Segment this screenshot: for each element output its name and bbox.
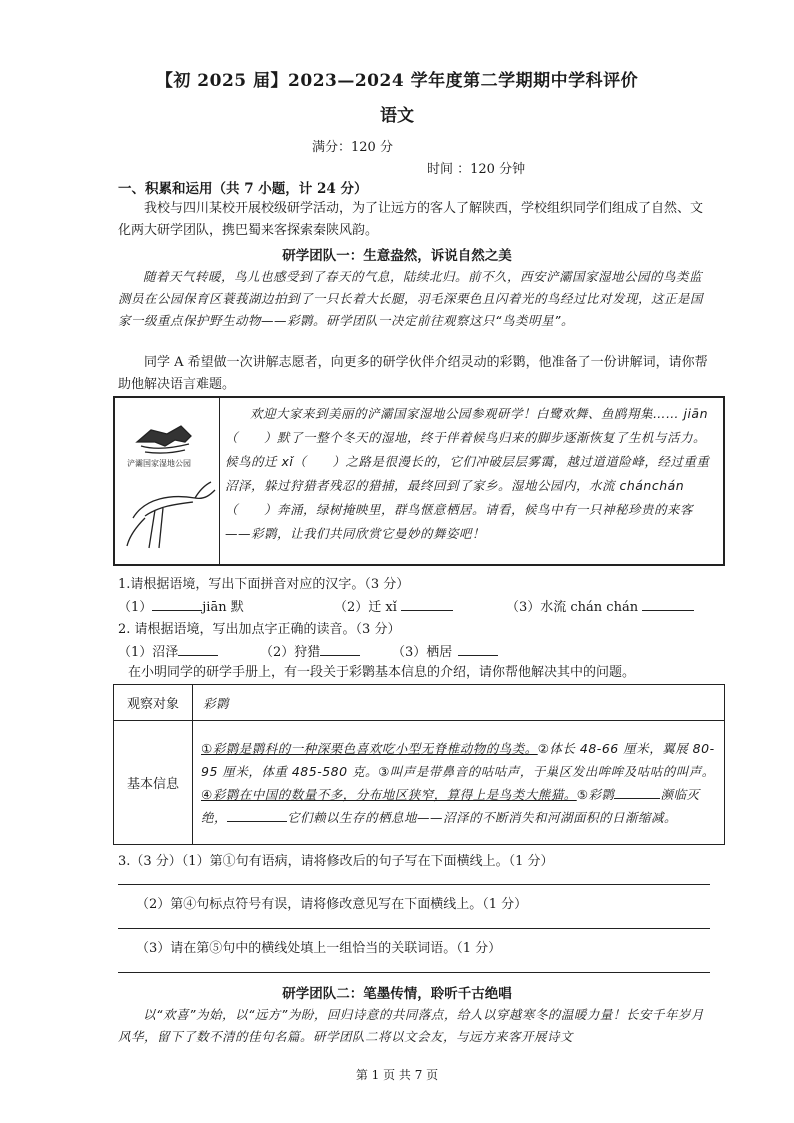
q2-b [260, 641, 360, 660]
full-score: 满分：120 分 [312, 140, 393, 155]
q3-1-answer-line[interactable] [118, 884, 710, 885]
subject-title: 语文 [380, 106, 414, 126]
info-table [113, 684, 725, 845]
q2-stem: 2. 请根据语境，写出加点字正确的读音。（3 分） [118, 622, 401, 637]
row2-value [193, 721, 725, 845]
sentence-2: ②体长 48-66 厘米，翼展 80-95 厘米，体重 485-580 克。 [201, 740, 715, 779]
q1-a-text: jiān 默 [202, 600, 244, 615]
wetland-illustration [115, 398, 220, 564]
exam-title: 【初 2025 届】2023—2024 学年度第二学期期中学科评价 [155, 71, 639, 91]
row1-label: 观察对象 [114, 685, 193, 721]
sentence-5b: 濒临灭绝， [201, 786, 700, 825]
team2-title: 研学团队二：笔墨传情，聆听千古绝唱 [282, 986, 512, 1002]
sentence-5a: ⑤彩鹮 [576, 786, 615, 802]
time-limit: 时间 ：120 分钟 [427, 162, 526, 177]
q1-a [118, 596, 244, 615]
row1-value: 彩鹮 [193, 685, 725, 721]
q1-a-blank[interactable] [152, 596, 202, 611]
team2-paragraph: 以“欢喜”为始，以“远方”为盼，回归诗意的共同落点，给人以穿越寒冬的温暖力量！长安千年岁月风华，留下了数不清的佳句名篇。研学团队二将以文会友，与远方来客开展诗文 [118, 1007, 704, 1044]
page-number: 第 1 页 共 7 页 [355, 1068, 439, 1082]
q2-b-label: （2）狩猎 [260, 645, 321, 660]
ibis-sketch [115, 398, 219, 564]
speech-text: 欢迎大家来到美丽的浐灞国家湿地公园参观研学！白鹭欢舞、鱼鸥翔集…… jiān（ ）默了一整个冬天的湿地，终于伴着候鸟归来的脚步逐渐恢复了生机与活力。候鸟的迁 xǐ（ ）之路是很漫长的，它们冲破层层雾霭，越过道道险峰，经过重重沼泽，躲过狩猎者残忍的猎捕，最终回到了家乡。湿地公园内，水流 chánchán（ ）奔涌，绿树掩映里，群鸟惬意栖居。请看，候鸟中有一只神秘珍贵的来客——彩鹮，让我们共同欣赏它曼妙的舞姿吧！ [225, 406, 710, 541]
q2-c-label: （3）栖居 [392, 645, 453, 660]
q1-c-blank[interactable] [642, 596, 694, 611]
sentence-5c: 它们赖以生存的栖息地——沼泽的不断消失和河湖面积的日渐缩减。 [287, 809, 678, 825]
sentence-1: ①彩鹮是鹮科的一种深栗色喜欢吃小型无脊椎动物的鸟类。 [201, 740, 538, 756]
sentence-4: ④彩鹮在中国的数量不多，分布地区狭窄，算得上是鸟类大熊猫。 [201, 786, 577, 802]
intro-paragraph: 我校与四川某校开展校级研学活动，为了让远方的客人了解陕西，学校组织同学们组成了自然、文化两大研学团队，携巴蜀来客探索秦陕风韵。 [118, 201, 704, 238]
section-heading: 一、积累和运用（共 7 小题，计 24 分） [118, 181, 368, 197]
q2-a-blank[interactable] [178, 641, 218, 656]
q2-b-blank[interactable] [320, 641, 360, 656]
q1-stem: 1.请根据语境，写出下面拼音对应的汉字。（3 分） [118, 577, 410, 592]
sentence-3: ③叫声是带鼻音的咕咕声，于巢区发出哞哞及咕咕的叫声。 [378, 763, 715, 779]
table-row [114, 721, 725, 845]
q1-b-blank[interactable] [401, 596, 453, 611]
q1-b [334, 596, 453, 615]
s5-blank-1[interactable] [614, 784, 660, 799]
q3-3-answer-line[interactable] [118, 972, 710, 973]
q1-b-label: （2）迁 xǐ [334, 600, 397, 615]
s5-blank-2[interactable] [227, 807, 287, 822]
q2-a [118, 641, 218, 660]
handbook-intro: 在小明同学的研学手册上，有一段关于彩鹮基本信息的介绍，请你帮他解决其中的问题。 [128, 665, 636, 680]
q3-2-answer-line[interactable] [118, 928, 710, 929]
task-paragraph: 同学 A 希望做一次讲解志愿者，向更多的研学伙伴介绍灵动的彩鹮，他准备了一份讲解词，请你帮助他解决语言难题。 [118, 355, 708, 392]
team1-paragraph: 随着天气转暖，鸟儿也感受到了春天的气息，陆续北归。前不久，西安浐灞国家湿地公园的鸟类监测员在公园保育区蓑莪湖边拍到了一只长着大长腿，羽毛深栗色且闪着光的鸟经过比对发现，这正是国家一级重点保护野生动物——彩鹮。研学团队一决定前往观察这只“鸟类明星”。 [118, 269, 704, 328]
q1-c-label: （3）水流 chán chán [506, 600, 639, 615]
q3-stem: 3.（3 分）（1）第①句有语病，请将修改后的句子写在下面横线上。（1 分） [118, 854, 554, 869]
q3-sub3: （3）请在第⑤句中的横线处填上一组恰当的关联词语。（1 分） [136, 941, 502, 956]
row2-label: 基本信息 [114, 721, 193, 845]
q2-c-blank[interactable] [458, 641, 498, 656]
table-row [114, 685, 725, 721]
image-caption: 浐灞国家湿地公园 [127, 459, 191, 468]
q1-a-num: （1） [118, 600, 153, 615]
speech-box [113, 396, 725, 566]
q1-c [506, 596, 694, 615]
q3-sub2: （2）第④句标点符号有误，请将修改意见写在下面横线上。（1 分） [136, 897, 528, 912]
team1-title: 研学团队一：生意盎然，诉说自然之美 [282, 248, 512, 264]
q2-c [392, 641, 498, 660]
q2-a-label: （1）沼泽 [118, 645, 179, 660]
